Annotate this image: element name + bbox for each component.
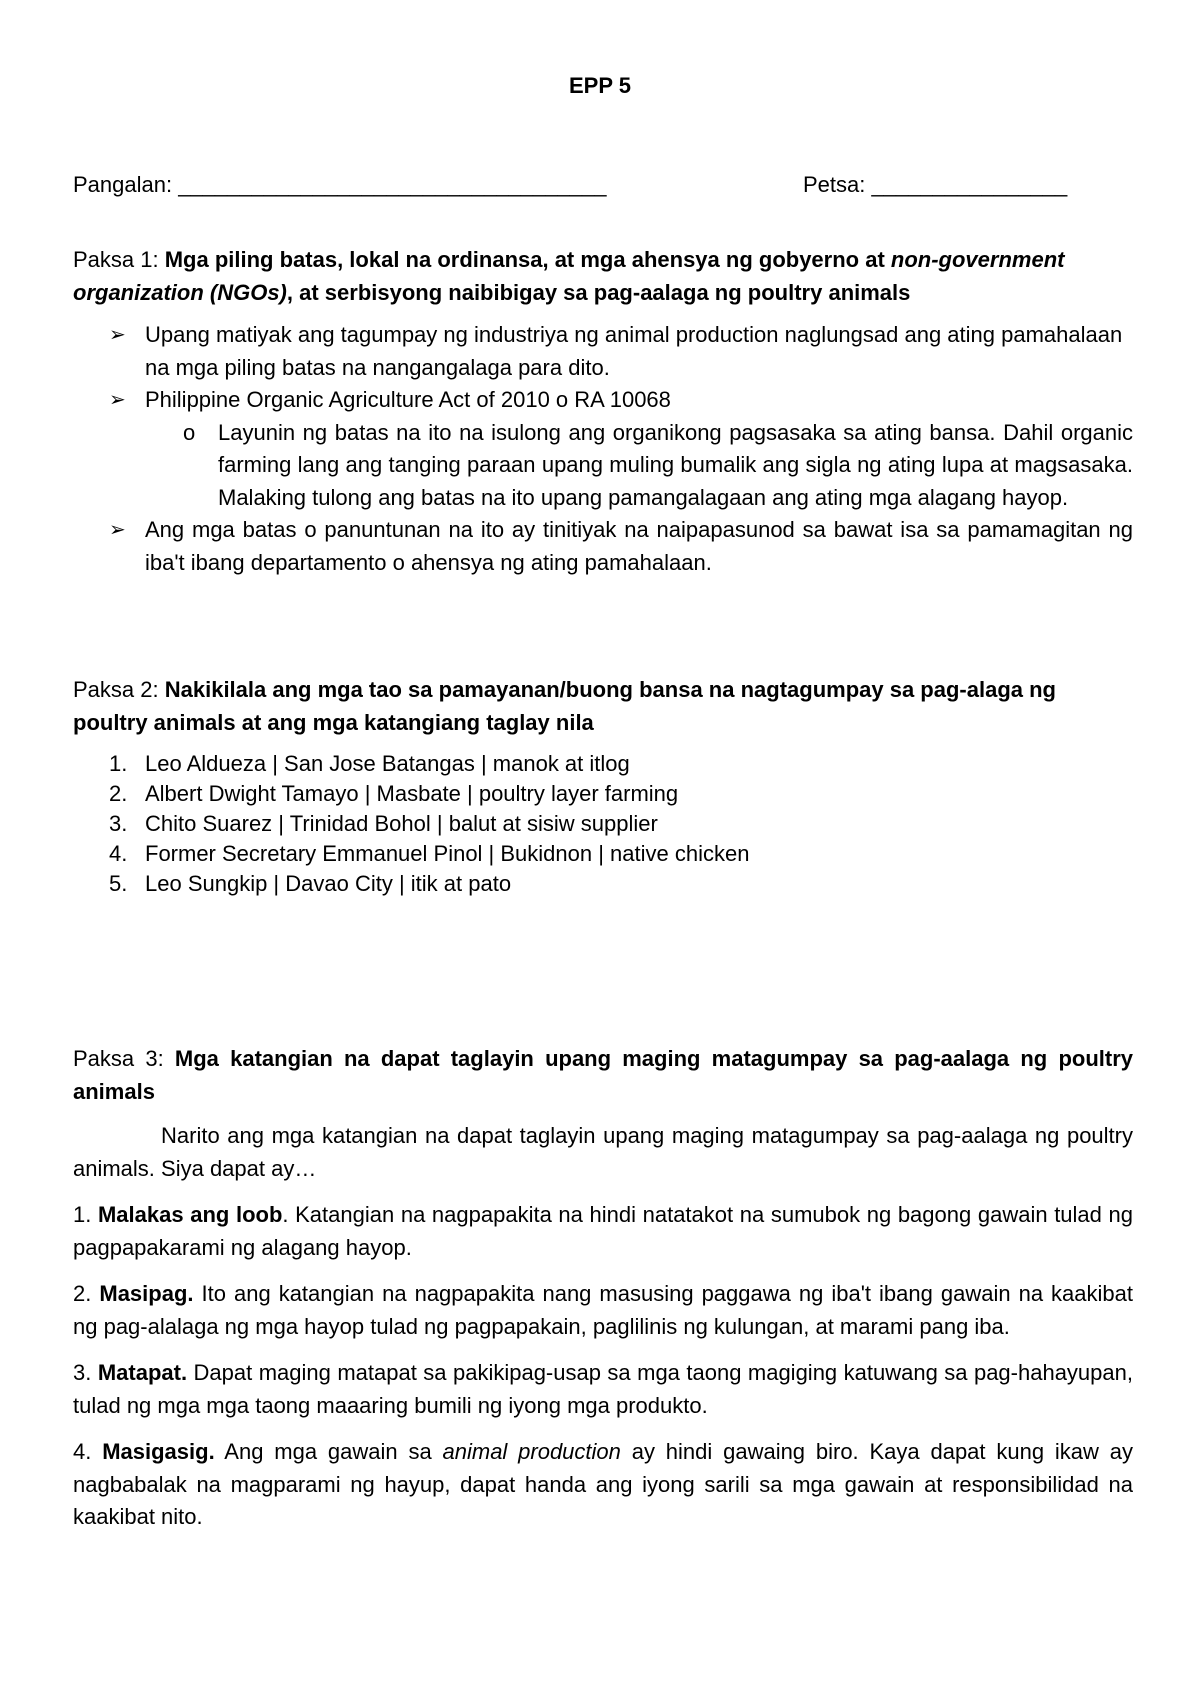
trait-2-term: Masipag.	[99, 1281, 194, 1306]
topic-3-intro: Narito ang mga katangian na dapat taglayin upang maging matagumpay sa pag-aalaga ng poultry animals. Siya dapat ay…	[73, 1123, 1133, 1181]
document-title: EPP 5	[569, 73, 631, 98]
date-blank: ________________	[871, 172, 1068, 197]
topic-1-bullet-1: ➢ Upang matiyak ang tagumpay ng industriya ng animal production naglungsad ang ating pamahalaan na mga piling batas na nangangalaga para dito.	[73, 319, 1133, 384]
trait-1: 1. Malakas ang loob. Katangian na nagpapakita na hindi natatakot na sumubok ng bagong gawain tulad ng pagpapakarami ng alagang hayop.	[73, 1202, 1133, 1260]
trait-4-term: Masigasig.	[102, 1439, 215, 1464]
list-item: 4. Former Secretary Emmanuel Pinol | Bukidnon | native chicken	[109, 841, 750, 866]
topic-2-heading	[73, 674, 1133, 739]
topic-3	[73, 1043, 1133, 1534]
topic-1	[73, 244, 1133, 579]
topic-2	[73, 674, 1133, 899]
date-field	[803, 169, 1067, 202]
topic-2-label: Paksa 2:	[73, 677, 159, 702]
name-label: Pangalan:	[73, 172, 173, 197]
topic-1-label: Paksa 1:	[73, 247, 159, 272]
topic-3-heading-text: Mga katangian na dapat taglayin upang maging matagumpay sa pag-aalaga ng poultry animals	[73, 1046, 1133, 1104]
arrow-bullet-icon: ➢	[109, 519, 126, 541]
list-item: 1. Leo Aldueza | San Jose Batangas | manok at itlog	[109, 751, 630, 776]
topic-1-heading-italic: non-government organization (NGOs)	[73, 247, 1065, 305]
list-item: 5. Leo Sungkip | Davao City | itik at pato	[109, 871, 512, 896]
topic-1-heading-a: Mga piling batas, lokal na ordinansa, at mga ahensya ng gobyerno at	[164, 247, 885, 272]
trait-4: 4. Masigasig. Ang mga gawain sa animal production ay hindi gawaing biro. Kaya dapat kung ikaw ay nagbabalak na magparami ng hayup, dapat handa ang iyong sarili sa mga gawain at responsibilidad na kaakibat nito.	[73, 1439, 1133, 1529]
trait-2: 2. Masipag. Ito ang katangian na nagpapakita nang masusing paggawa ng iba't ibang gawain na kaakibat ng pag-alalaga ng mga hayop tulad ng pagpapakain, paglilinis ng kulungan, at marami pang iba.	[73, 1281, 1133, 1339]
topic-1-bullet-3: ➢ Ang mga batas o panuntunan na ito ay tinitiyak na naipapasunod sa bawat isa sa pamamagitan ng iba't ibang departamento o ahensya ng ating pamahalaan.	[73, 514, 1133, 579]
topic-3-heading	[73, 1043, 1133, 1108]
topic-2-heading-text: Nakikilala ang mga tao sa pamayanan/buong bansa na nagtagumpay sa pag-alaga ng poultry animals at ang mga katangiang taglay nila	[73, 677, 1056, 735]
topic-2-list	[73, 749, 1133, 899]
topic-1-heading	[73, 244, 1133, 309]
topic-1-bullet-2: ➢ Philippine Organic Agriculture Act of 2010 o RA 10068	[73, 384, 1133, 417]
trait-1-term: Malakas ang loob	[97, 1202, 283, 1227]
arrow-bullet-icon: ➢	[109, 324, 126, 346]
trait-3-term: Matapat.	[97, 1360, 188, 1385]
trait-3: 3. Matapat. Dapat maging matapat sa pakikipag-usap sa mga taong magiging katuwang sa pag-hahayupan, tulad ng mga mga taong maaaring bumili ng iyong mga produkto.	[73, 1360, 1133, 1418]
header-fields	[73, 169, 1133, 202]
topic-1-sub-bullet: o Layunin ng batas na ito na isulong ang organikong pagsasaka sa ating bansa. Dahil organic farming lang ang tanging paraan upang muling bumalik ang sigla ng ating lupa at magsasaka. Malaking tulong ang batas na ito upang pamangalagaan ang ating mga alagang hayop.	[73, 417, 1133, 515]
topic-3-label: Paksa 3:	[73, 1046, 164, 1071]
topic-1-heading-b: , at serbisyong naibibigay sa pag-aalaga ng poultry animals	[286, 279, 911, 305]
name-blank: ___________________________________	[178, 172, 607, 197]
date-label: Petsa:	[803, 172, 866, 197]
list-item: 2. Albert Dwight Tamayo | Masbate | poultry layer farming	[109, 781, 679, 806]
arrow-bullet-icon: ➢	[109, 389, 126, 411]
list-item: 3. Chito Suarez | Trinidad Bohol | balut at sisiw supplier	[109, 811, 658, 836]
circle-bullet-icon: o	[183, 419, 196, 445]
